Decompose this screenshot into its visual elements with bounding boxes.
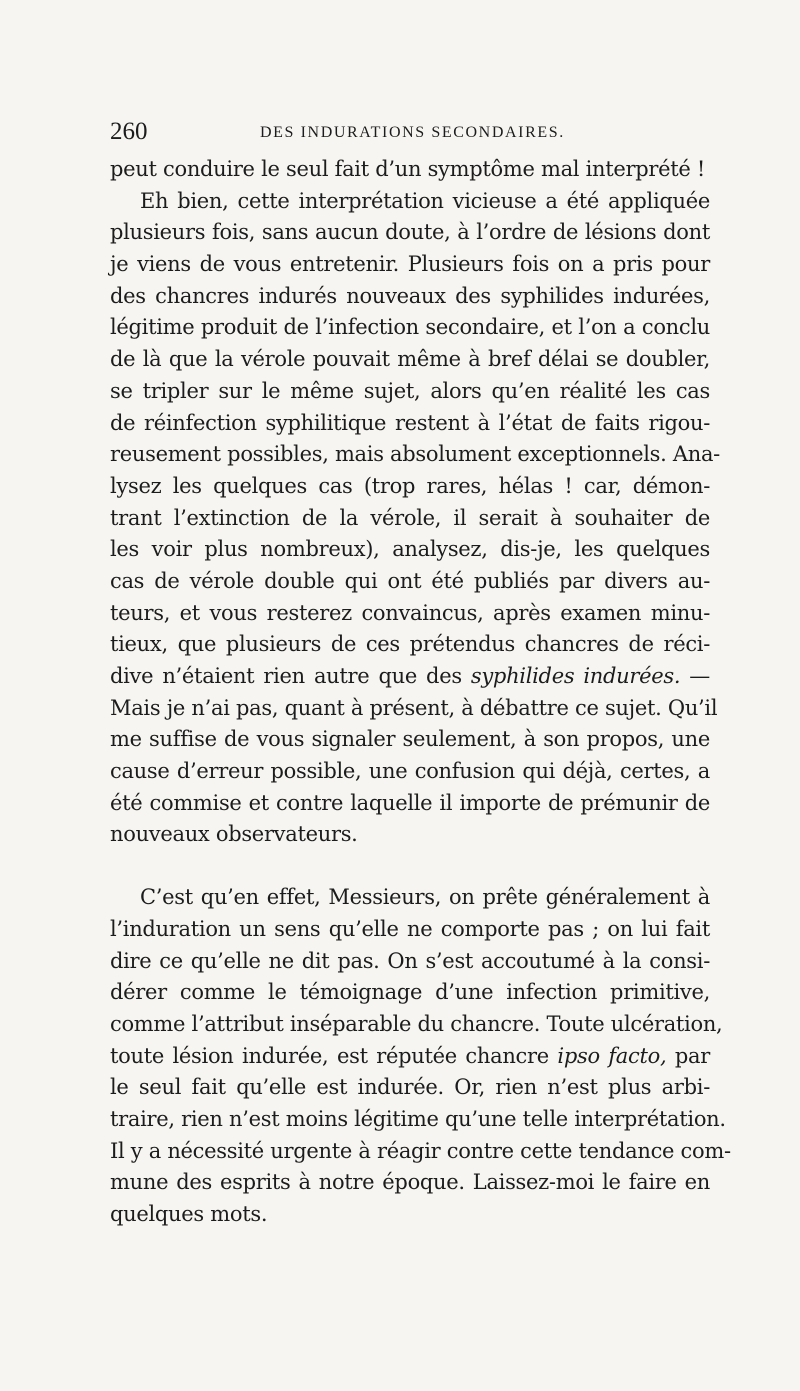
- italic-phrase: ipso facto,: [557, 1043, 667, 1068]
- italic-phrase: syphilides indurées.: [470, 664, 681, 688]
- text-segment: toute lésion indurée, est réputée chancre: [110, 1043, 549, 1068]
- text-line: de là que la vérole pouvait même à bref délai se doubler,: [110, 347, 710, 372]
- page-header: [110, 118, 710, 150]
- text-line: me suffise de vous signaler seulement, à son propos, une: [110, 727, 710, 752]
- text-line: quelques mots.: [110, 1202, 268, 1226]
- text-line: tieux, que plusieurs de ces prétendus chancres de réci-: [110, 632, 710, 657]
- text-line: teurs, et vous resterez convaincus, après examen minu-: [110, 600, 710, 625]
- paragraph-2: [110, 186, 720, 851]
- text-line: des chancres indurés nouveaux des syphilides indurées,: [110, 283, 710, 308]
- text-segment: —: [680, 664, 711, 688]
- text-line: je viens de vous entretenir. Plusieurs fois on a pris pour: [110, 252, 710, 277]
- paragraph-3: [110, 882, 731, 1231]
- text-line-with-italic: [110, 1041, 710, 1073]
- text-line: Eh bien, cette interprétation vicieuse a été appliquée: [140, 188, 710, 213]
- text-line: dérer comme le témoignage d’une infection primitive,: [110, 980, 710, 1005]
- running-head: DES INDURATIONS SECONDAIRES.: [260, 124, 565, 141]
- paragraph-1: [110, 154, 710, 186]
- text-line: nouveaux observateurs.: [110, 822, 358, 847]
- text-line: légitime produit de l’infection secondaire, et l’on a conclu: [110, 315, 710, 340]
- text-line: de réinfection syphilitique restent à l’état de faits rigou-: [110, 410, 710, 435]
- text-line: le seul fait qu’elle est indurée. Or, rien n’est plus arbi-: [110, 1075, 710, 1100]
- text-line: cas de vérole double qui ont été publiés par divers au-: [110, 568, 710, 593]
- text-line: lysez les quelques cas (trop rares, hélas ! car, démon-: [110, 473, 710, 498]
- text-line: dire ce qu’elle ne dit pas. On s’est accoutumé à la consi-: [110, 948, 710, 973]
- text-line: les voir plus nombreux), analysez, dis-je, les quelques: [110, 537, 710, 562]
- text-line: plusieurs fois, sans aucun doute, à l’ordre de lésions dont: [110, 220, 710, 245]
- text-segment: dive n’étaient rien autre que des: [110, 664, 462, 688]
- text-line: été commise et contre laquelle il importe de prémunir de: [110, 790, 710, 815]
- text-segment: par: [666, 1043, 710, 1068]
- text-line: l’induration un sens qu’elle ne comporte pas ; on lui fait: [110, 916, 710, 941]
- text-line: Il y a nécessité urgente à réagir contre cette tendance com-: [110, 1138, 731, 1163]
- text-line: reusement possibles, mais absolument exceptionnels. Ana-: [110, 442, 720, 467]
- text-line-with-italic: [110, 661, 710, 693]
- text-line: peut conduire le seul fait d’un symptôme mal interprété !: [110, 157, 706, 181]
- text-line: Mais je n’ai pas, quant à présent, à débattre ce sujet. Qu’il: [110, 695, 718, 720]
- text-line: comme l’attribut inséparable du chancre. Toute ulcération,: [110, 1011, 723, 1036]
- text-line: trant l’extinction de la vérole, il serait à souhaiter de: [110, 505, 710, 530]
- text-line: se tripler sur le même sujet, alors qu’en réalité les cas: [110, 378, 710, 403]
- text-line: C’est qu’en effet, Messieurs, on prête généralement à: [140, 885, 710, 910]
- body-text: [110, 154, 731, 1231]
- text-line: cause d’erreur possible, une confusion qui déjà, certes, a: [110, 759, 710, 784]
- text-line: traire, rien n’est moins légitime qu’une telle interprétation.: [110, 1106, 726, 1131]
- page-number: 260: [110, 118, 148, 145]
- text-line: mune des esprits à notre époque. Laissez-moi le faire en: [110, 1170, 710, 1195]
